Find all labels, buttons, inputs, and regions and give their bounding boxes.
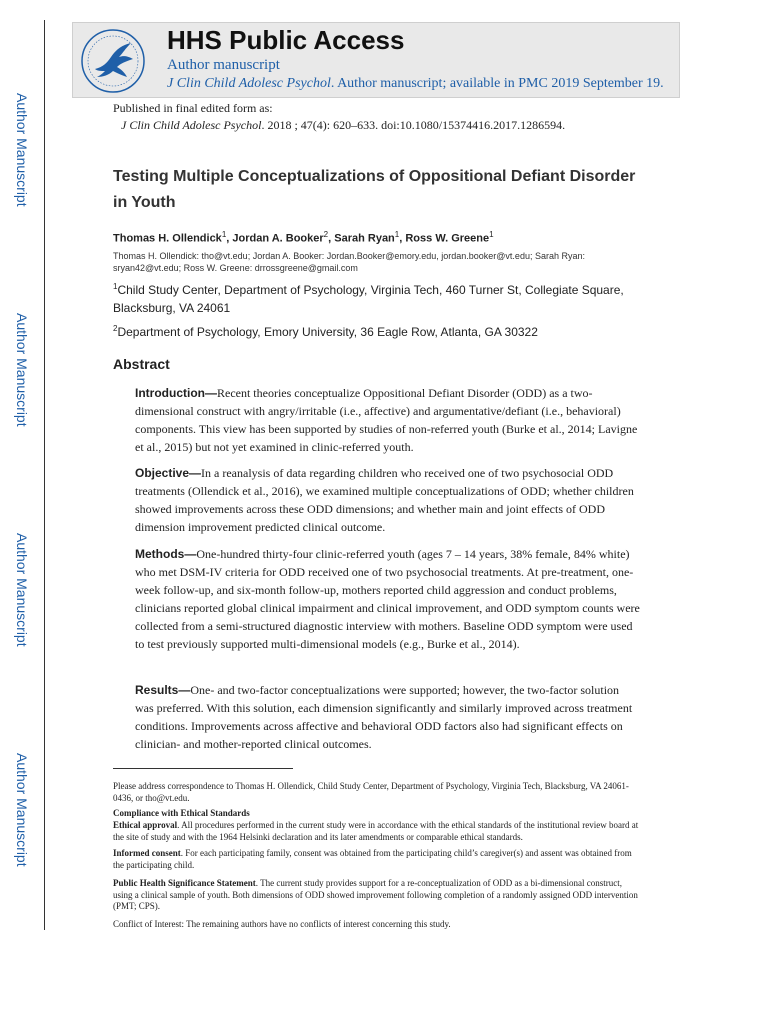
- side-label-4: Author Manuscript: [14, 753, 30, 867]
- section-text: One- and two-factor conceptualizations were supported; however, the two-factor solution was preferred. With this solution, each dimension significantly and similarly improved across treatment conditions. Improvements across affective and behavioral ODD factors also had significant effects on clinician- and mother-reported clinical outcomes.: [135, 683, 633, 751]
- abstract-heading: Abstract: [113, 356, 170, 372]
- abstract-introduction: [135, 384, 640, 456]
- published-citation: [113, 117, 565, 134]
- section-label: Methods—: [135, 547, 197, 561]
- author-manuscript-label: Author manuscript: [167, 57, 280, 73]
- side-label-3: Author Manuscript: [14, 533, 30, 647]
- author-sup: 1: [394, 230, 400, 239]
- section-label: Objective—: [135, 466, 202, 480]
- hhs-title: HHS Public Access: [167, 25, 405, 55]
- author-name: Jordan A. Booker: [232, 232, 324, 245]
- author-name: Sarah Ryan: [334, 232, 395, 245]
- affiliation-2: [113, 320, 658, 341]
- author-sup: 1: [221, 230, 227, 239]
- author-name: Ross W. Greene: [405, 232, 490, 245]
- published-journal: J Clin Child Adolesc Psychol: [121, 118, 262, 132]
- footnote-correspondence: Please address correspondence to Thomas H. Ollendick, Child Study Center, Department of Psychology, Virginia Tech, Blacksburg, VA 24061-0436, or tho@vt.edu.: [113, 781, 629, 803]
- section-text: In a reanalysis of data regarding children who received one of two psychosocial ODD treatments (Ollendick et al., 2016), we examined multiple conceptualizations of ODD; whether children showed improvements across these ODD dimensions; and whether main and joint effects of ODD dimension improvement predicted clinical outcome.: [135, 466, 634, 534]
- side-label-2: Author Manuscript: [14, 313, 30, 427]
- affiliation-sup: 2: [113, 324, 118, 333]
- abstract-results: [135, 681, 640, 753]
- affiliation-sup: 1: [113, 282, 118, 291]
- availability-line: [167, 76, 664, 92]
- consent-label: Informed consent: [113, 848, 181, 858]
- ethical-text: . All procedures performed in the current study were in accordance with the ethical standards of the institutional review board at the site of study and with the 1964 Helsinki declaration and its later amendments or comparable ethical standards.: [113, 820, 639, 842]
- side-label-1: Author Manuscript: [14, 93, 30, 207]
- section-text: Recent theories conceptualize Oppositional Defiant Disorder (ODD) as a two-dimensional construct with angry/irritable (i.e., affective) and argumentative/defiant (i.e., behavioral) components. This view has been supported by studies of non-referred youth (Burke et al., 2014; Lavigne et al., 2015) but not yet examined in clinic-referred youth.: [135, 386, 638, 454]
- author-emails: Thomas H. Ollendick: tho@vt.edu; Jordan A. Booker: Jordan.Booker@emory.edu, jordan.booker@vt.edu; Sarah Ryan: sryan42@vt.edu; Ross W. Greene: drrossgreene@gmail.com: [113, 251, 585, 273]
- footnote-consent: [113, 848, 643, 871]
- section-text: One-hundred thirty-four clinic-referred youth (ages 7 – 14 years, 38% female, 84% white) who met DSM-IV criteria for ODD received one of two psychosocial treatments. At pre-treatment, one-week follow-up, and six-month follow-up, mothers reported child aggression and conduct problems, clinicians reported global clinical impairment and clinical improvement, and ODD symptom counts were collected from a semi-structured diagnostic interview with mothers. Baseline ODD symptom were used to test previously supported multi-dimensional models (e.g., Burke et al., 2014).: [135, 547, 640, 651]
- published-block: [113, 100, 565, 134]
- hhs-header: [72, 22, 680, 98]
- margin-rule: [44, 20, 45, 930]
- consent-text: . For each participating family, consent was obtained from the participating child’s caregiver(s) and assent was obtained from the participating child.: [113, 848, 632, 870]
- phs-label: Public Health Significance Statement: [113, 878, 256, 888]
- hhs-eagle-logo-icon: [79, 27, 147, 95]
- published-citation-text: . 2018 ; 47(4): 620–633. doi:10.1080/15374416.2017.1286594.: [261, 118, 566, 132]
- footnote-ethical: [113, 820, 643, 843]
- footnote-conflict: Conflict of Interest: The remaining authors have no conflicts of interest concerning this study.: [113, 919, 451, 929]
- footnote-compliance-heading: [113, 808, 643, 820]
- header-journal: J Clin Child Adolesc Psychol: [167, 76, 331, 91]
- header-availability: . Author manuscript; available in PMC 2019 September 19.: [330, 76, 664, 91]
- footnote-rule: [113, 768, 293, 769]
- ethical-label: Ethical approval: [113, 820, 178, 830]
- author-sup: 2: [323, 230, 329, 239]
- article-title: Testing Multiple Conceptualizations of Oppositional Defiant Disorder in Youth: [113, 168, 636, 211]
- affiliation-1: [113, 278, 658, 317]
- author-sup: 1: [489, 230, 494, 239]
- affiliation-text: Child Study Center, Department of Psychology, Virginia Tech, 460 Turner St, Collegiate Square, Blacksburg, VA 24061: [113, 283, 624, 315]
- compliance-heading: Compliance with Ethical Standards: [113, 808, 250, 818]
- author-name: Thomas H. Ollendick: [113, 232, 222, 245]
- section-label: Results—: [135, 683, 191, 697]
- affiliation-text: Department of Psychology, Emory University, 36 Eagle Row, Atlanta, GA 30322: [117, 325, 538, 339]
- section-label: Introduction—: [135, 386, 217, 400]
- author-list: Thomas H. Ollendick$^1$, Jordan A. Booker$^2$, Sarah Ryan$^1$, Ross W. Greene$^1$: [113, 230, 494, 245]
- published-label: Published in final edited form as:: [113, 101, 273, 115]
- abstract-objective: [135, 464, 640, 536]
- abstract-methods: [135, 545, 640, 653]
- phs-text: . The current study provides support for a re-conceptualization of ODD as a bi-dimensional construct, using a clinical sample of youth. Both dimensions of ODD showed improvement following completion of a randomly assigned ODD intervention (PMT; CPS).: [113, 878, 638, 911]
- footnote-public-health: [113, 878, 643, 913]
